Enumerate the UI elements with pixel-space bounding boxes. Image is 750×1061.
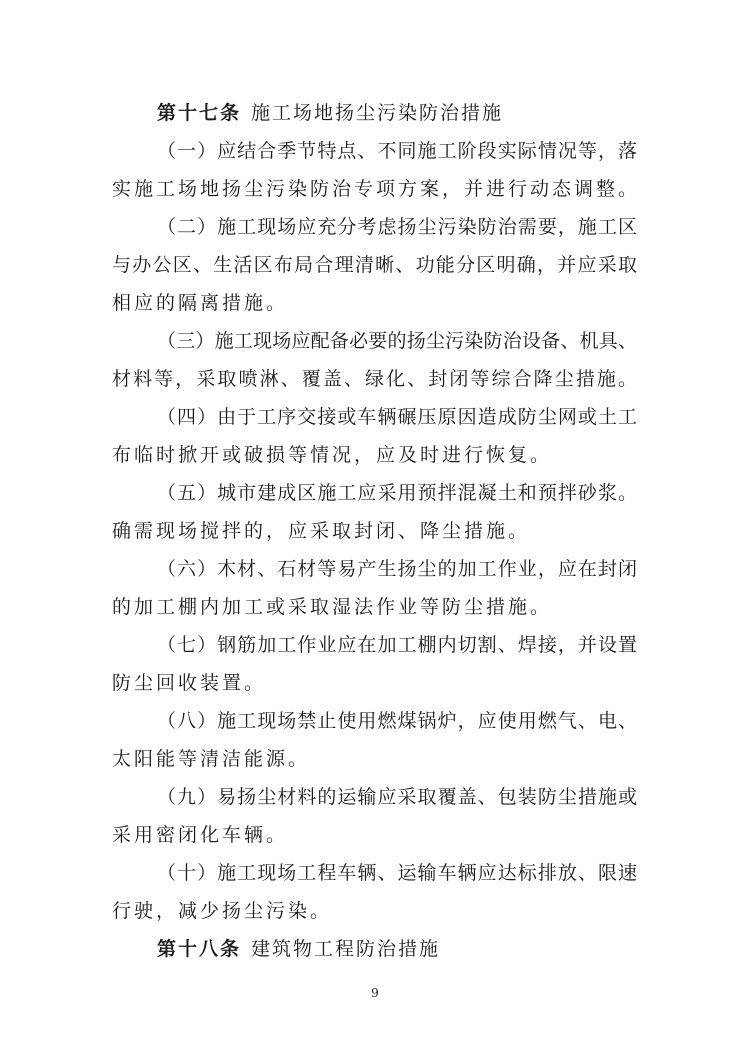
paragraph-line: （五）城市建成区施工应采用预拌混凝土和预拌砂浆。 [157,482,637,504]
paragraph-line: （二）施工现场应充分考虑扬尘污染防治需要，施工区 [157,216,637,238]
paragraph-line: （九）易扬尘材料的运输应采取覆盖、包装防尘措施或 [157,786,637,808]
paragraph-line: 与办公区、生活区布局合理清晰、功能分区明确，并应采取 [112,254,637,276]
paragraph-line: （七）钢筋加工作业应在加工棚内切割、焊接，并设置 [157,634,637,656]
paragraph-line: 采用密闭化车辆。 [112,824,289,846]
paragraph-line: （六）木材、石材等易产生扬尘的加工作业，应在封闭 [157,558,637,580]
paragraph-line: 行驶，减少扬尘污染。 [112,900,333,922]
paragraph-line: 材料等，采取喷淋、覆盖、绿化、封闭等综合降尘措施。 [112,368,637,390]
paragraph-line: 布临时掀开或破损等情况，应及时进行恢复。 [112,444,553,466]
paragraph-line: 相应的隔离措施。 [112,292,289,314]
paragraph-line: （四）由于工序交接或车辆碾压原因造成防尘网或土工 [157,406,637,428]
paragraph-line: 的加工棚内加工或采取湿法作业等防尘措施。 [112,596,553,618]
paragraph-line: 防尘回收装置。 [112,672,267,694]
paragraph-line: （一）应结合季节特点、不同施工阶段实际情况等，落 [157,140,637,162]
article-17-title: 施工场地扬尘污染防治措施 [251,102,504,124]
article-17-number: 第十七条 [157,102,242,124]
article-18-title: 建筑物工程防治措施 [251,938,441,960]
page-number: 9 [371,986,379,1000]
paragraph-line: （三）施工现场应配备必要的扬尘污染防治设备、机具、 [157,330,637,352]
paragraph-line: 实施工场地扬尘污染防治专项方案，并进行动态调整。 [112,178,637,200]
paragraph-line: （十）施工现场工程车辆、运输车辆应达标排放、限速 [157,862,637,884]
article-18-heading [157,937,440,961]
paragraph-line: 太阳能等清洁能源。 [112,748,311,770]
article-17-heading [157,101,503,125]
paragraph-line: 确需现场搅拌的，应采取封闭、降尘措施。 [112,520,531,542]
paragraph-line: （八）施工现场禁止使用燃煤锅炉，应使用燃气、电、 [157,710,637,732]
article-18-number: 第十八条 [157,938,242,960]
